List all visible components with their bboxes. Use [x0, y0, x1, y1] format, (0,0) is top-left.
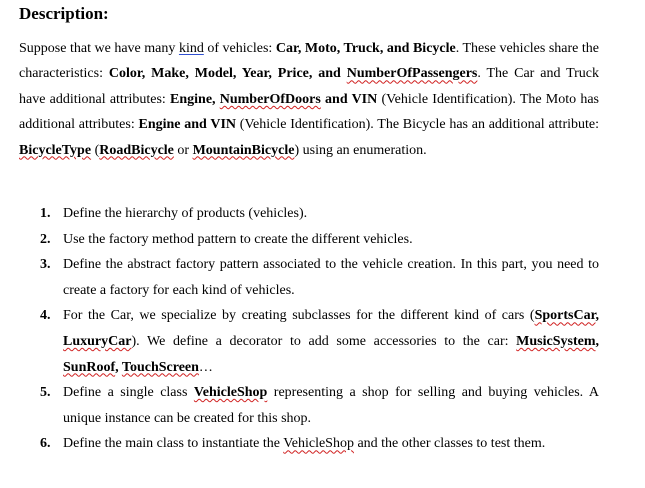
text-run: Engine, — [170, 91, 220, 107]
text-run: ). We define a decorator to add some accessories to the car: — [131, 333, 517, 349]
text-run: Define the hierarchy of products (vehicles). — [63, 206, 308, 221]
task-list-item — [40, 380, 599, 431]
text-run: , — [595, 333, 599, 349]
text-run: … — [198, 359, 213, 375]
spellcheck-flagged-word: SunRoof — [63, 359, 116, 375]
text-run: . The Car and Truck have additional attributes: — [19, 66, 599, 107]
text-run: of vehicles: — [203, 41, 276, 56]
spellcheck-flagged-word: TouchScreen — [121, 359, 199, 375]
text-run: Use the factory method pattern to create the different vehicles. — [63, 231, 413, 247]
task-list-item — [40, 303, 599, 380]
text-run: For the Car, we specialize by creating subclasses for the different kind of cars ( — [63, 308, 535, 324]
text-run: . These vehicles share the characteristics: — [19, 41, 600, 82]
text-run: Color, Make, Model, Year, Price, and — [108, 66, 347, 82]
spellcheck-flagged-word: NumberOfDoors — [219, 91, 321, 107]
section-title: Description: — [19, 4, 109, 23]
spellcheck-flagged-word: VehicleShop — [193, 385, 268, 401]
list-number: 6. — [40, 436, 51, 452]
spellcheck-flagged-word: RoadBicycle — [99, 142, 174, 158]
list-number: 1. — [40, 206, 51, 221]
description-paragraph — [19, 36, 599, 163]
text-run: Engine and VIN — [138, 117, 237, 133]
text-run: Define the main class to instantiate the — [63, 436, 284, 452]
list-number: 2. — [40, 231, 51, 247]
task-list-item — [40, 227, 599, 253]
spellcheck-flagged-word: LuxuryCar — [63, 333, 132, 349]
list-number: 3. — [40, 257, 51, 273]
spellcheck-flagged-word: VehicleShop — [283, 436, 354, 452]
text-run: or — [173, 142, 193, 158]
text-run: representing a shop for selling and buying vehicles. A unique instance can be created for this shop. — [63, 385, 599, 426]
text-run: (Vehicle Identification). The Bicycle has an additional attribute: — [236, 117, 599, 133]
task-list-item — [40, 431, 599, 457]
text-run: and the other classes to test them. — [353, 436, 546, 452]
text-run: , — [115, 359, 122, 375]
spellcheck-flagged-word: MountainBicycle — [192, 142, 295, 158]
text-run: Car, Moto, Truck, and Bicycle — [275, 41, 456, 56]
spellcheck-flagged-word: SportsCar — [534, 308, 596, 324]
text-run: Suppose that we have many — [19, 41, 179, 56]
text-run: and VIN — [320, 91, 378, 107]
text-run: ( — [91, 142, 100, 158]
task-list-item — [40, 252, 599, 303]
spellcheck-flagged-word: NumberOfPassengers — [346, 66, 478, 82]
text-run: Define a single class — [63, 385, 194, 401]
list-number: 5. — [40, 385, 51, 401]
text-run: , — [595, 308, 599, 324]
task-list-item — [40, 201, 599, 227]
spellcheck-flagged-word: BicycleType — [19, 142, 92, 158]
text-run: ) using an enumeration. — [294, 142, 427, 158]
grammar-flagged-word: kind — [178, 41, 204, 56]
spellcheck-flagged-word: MusicSystem — [516, 333, 596, 349]
text-run: (Vehicle Identification). The Moto has additional attributes: — [19, 91, 599, 133]
text-run: Define the abstract factory pattern associated to the vehicle creation. In this part, you need to create a factory for each kind of vehicles. — [63, 257, 599, 298]
task-list — [40, 201, 599, 457]
list-number: 4. — [40, 308, 51, 324]
